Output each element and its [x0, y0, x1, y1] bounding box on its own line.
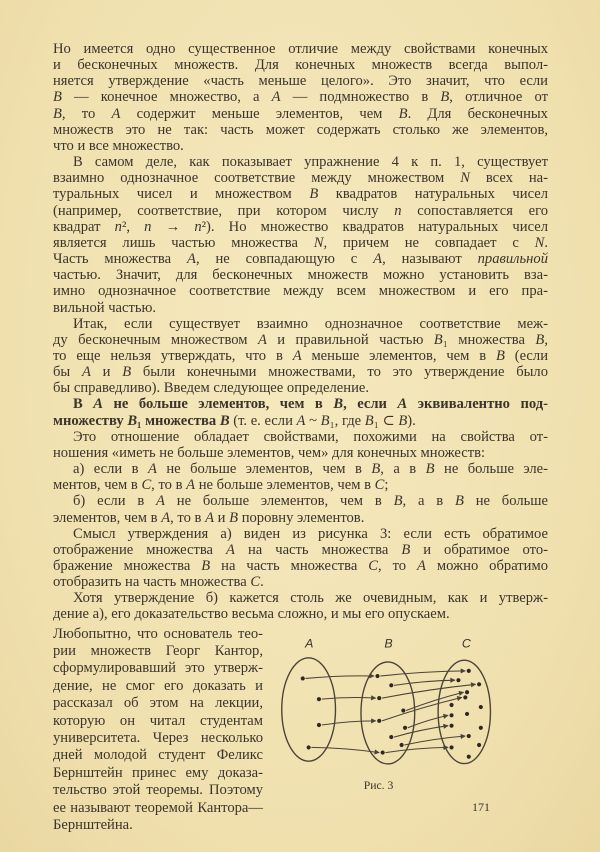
- text-line: множеств это не так: часть может содержать столько же элементов,: [53, 121, 548, 138]
- set-element-dot: [375, 674, 379, 678]
- set-element-dot: [377, 719, 381, 723]
- set-element-dot: [403, 726, 407, 730]
- text-line: Смысл утверждения а) виден из рисунка 3: если есть обратимое: [73, 525, 548, 542]
- mapping-arrow: [306, 676, 375, 679]
- set-element-dot: [381, 751, 385, 755]
- text-line: туральных чисел и множеством B квадратов натуральных чисел: [53, 186, 548, 203]
- text-segment: (т. е. если A ~ B₁, где B₁ ⊂ B).: [229, 412, 416, 429]
- text-line: ду бесконечным множеством A и правильной частью B₁ множества B,: [53, 331, 548, 348]
- text-line: частью. Значит, для бесконечных множеств можно установить вза-: [53, 267, 548, 284]
- text-line: б) если в A не больше элементов, чем в B, а в B не больше: [73, 493, 548, 510]
- text-line: а) если в A не больше элементов, чем в B, а в B не больше эле-: [73, 461, 549, 478]
- mapping-arrow: [382, 684, 476, 698]
- text-line: Это отношение обладает свойствами, похожими на свойства от-: [73, 428, 548, 445]
- text-line: бражение множества B на часть множества C, то A можно обратимо: [53, 558, 549, 574]
- text-line: (например, соответствие, при котором числу n сопоставляется его: [53, 202, 548, 219]
- set-element-dot: [477, 682, 481, 686]
- paragraph: [53, 41, 548, 154]
- text-line: B, то A содержит меньше элементов, чем B. Для бесконечных: [53, 105, 548, 122]
- set-element-dot: [467, 734, 471, 738]
- set-element-dot: [401, 708, 405, 712]
- text-line: отображение множества A на часть множества B и обратимое ото-: [53, 541, 548, 558]
- text-line: квадрат n², n → n²). Но множество квадратов натуральных чисел: [53, 218, 548, 235]
- paragraph: [53, 154, 548, 316]
- text-line: ношения «иметь не больше элементов, чем» для конечных множеств:: [53, 444, 486, 461]
- set-element-dot: [449, 724, 453, 728]
- text-line: ментов, чем в C, то в A не больше элементов, чем в C;: [53, 477, 389, 494]
- mapping-arrow: [322, 721, 376, 725]
- set-element-dot: [449, 745, 453, 749]
- text-segment: Часть множества A, не совпадающую с A, называют: [53, 251, 478, 268]
- set-element-dot: [400, 743, 404, 747]
- text-line: [53, 396, 548, 412]
- set-element-dot: [467, 755, 471, 759]
- set-element-dot: [389, 735, 393, 739]
- text-line: и бесконечных множеств. Для конечных множеств всегда выпол-: [53, 57, 548, 74]
- set-element-dot: [389, 683, 393, 687]
- set-c-ellipse: [438, 660, 490, 763]
- text-line: является лишь частью множества N, причем не совпадает с N.: [53, 234, 548, 251]
- text-line: B — конечное множество, а A — подмножество в B, отличное от: [53, 89, 548, 106]
- text-line: вильной частью.: [53, 299, 157, 316]
- text-line: имно однозначное соответствие между всем множеством и его пра-: [53, 283, 548, 300]
- mapping-arrow: [385, 747, 448, 752]
- paragraph: [53, 526, 548, 591]
- text-line: сформулировавший это утверж-: [53, 660, 263, 677]
- text-line: то еще нельзя утверждать, что в A меньше элементов, чем в B (если: [53, 347, 549, 364]
- set-element-dot: [477, 743, 481, 747]
- text-line: няется утверждение «часть меньше целого». Это значит, что если: [53, 73, 548, 90]
- paragraph: [53, 461, 548, 493]
- set-element-dot: [301, 676, 305, 680]
- set-a-label: A: [305, 636, 314, 651]
- set-element-dot: [463, 695, 467, 699]
- text-line: бы справедливо). Введем следующее определение.: [53, 380, 370, 397]
- paragraph: [53, 590, 548, 622]
- mapping-arrow: [322, 698, 376, 700]
- set-element-dot: [465, 690, 469, 694]
- text-line: ее называют теоремой Кантора—: [53, 799, 263, 816]
- set-element-dot: [456, 678, 460, 682]
- page-number: 171: [472, 800, 490, 814]
- text-line: Итак, если существует взаимно однозначное соответствие меж-: [73, 315, 548, 332]
- text-line: отобразить на часть множества C.: [53, 574, 264, 591]
- text-line: дней молодой студент Феликс: [53, 747, 263, 764]
- text-line: элементов, чем в A, то в A и B поровну элементов.: [53, 509, 365, 526]
- text-line: дение а), его доказательство весьма сложно, и мы его опускаем.: [53, 606, 450, 623]
- paragraph: [53, 429, 548, 461]
- text-line: взаимно однозначное соответствие между множеством N всех на-: [53, 170, 548, 187]
- text-line: рии множеств Георг Кантор,: [53, 643, 263, 660]
- bold-text: множеству B₁ множества B: [53, 412, 230, 429]
- set-element-dot: [479, 726, 483, 730]
- set-b-label: B: [384, 636, 393, 651]
- set-element-dot: [307, 745, 311, 749]
- text-line: что и все множество.: [53, 137, 184, 154]
- text-line: рассказал об этом на лекции,: [53, 695, 263, 712]
- text-line: тельство этой теоремы. Поэтому: [53, 782, 263, 799]
- figure-caption: Рис. 3: [363, 778, 394, 792]
- text-line: дение, не смог его доказать и: [53, 677, 263, 694]
- text-line: бы A и B были конечными множествами, то это утверждение было: [53, 364, 548, 381]
- set-element-dot: [449, 713, 453, 717]
- text-line: Бернштейн принес ему доказа-: [53, 764, 263, 781]
- paragraph: [53, 316, 548, 397]
- text-line: Любопытно, что основатель тео-: [53, 625, 263, 642]
- set-element-dot: [377, 696, 381, 700]
- mapping-arrow: [394, 680, 455, 685]
- paragraph: [53, 493, 548, 525]
- text-line: В самом деле, как показывает упражнение 4 к п. 1, существует: [73, 154, 548, 171]
- set-element-dot: [317, 723, 321, 727]
- mapping-arrow: [380, 671, 465, 676]
- bold-text: В A не больше элементов, чем в B, если A эквивалентно под-: [73, 396, 548, 413]
- text-line: университета. Через несколько: [53, 730, 263, 747]
- text-line: Хотя утверждение б) кажется столь же очевидным, как и утверж-: [73, 590, 548, 607]
- text-line: Бернштейна.: [53, 817, 133, 834]
- set-element-dot: [479, 705, 483, 709]
- set-element-dot: [465, 712, 469, 716]
- mapping-arrow: [382, 697, 462, 720]
- set-element-dot: [467, 669, 471, 673]
- paragraph: [53, 396, 548, 428]
- figure-3-set-mapping-diagram: [40, 625, 580, 825]
- text-line: [53, 413, 548, 429]
- text-line: [53, 251, 548, 267]
- set-c-label: C: [461, 636, 471, 651]
- text-line: которую он читал студентам: [53, 712, 263, 729]
- set-element-dot: [317, 697, 321, 701]
- main-text: [53, 41, 548, 623]
- italic-term: правильной: [477, 251, 548, 268]
- set-element-dot: [449, 703, 453, 707]
- text-line: Но имеется одно существенное отличие между свойствами конечных: [53, 41, 548, 57]
- mapping-arrow: [404, 736, 465, 745]
